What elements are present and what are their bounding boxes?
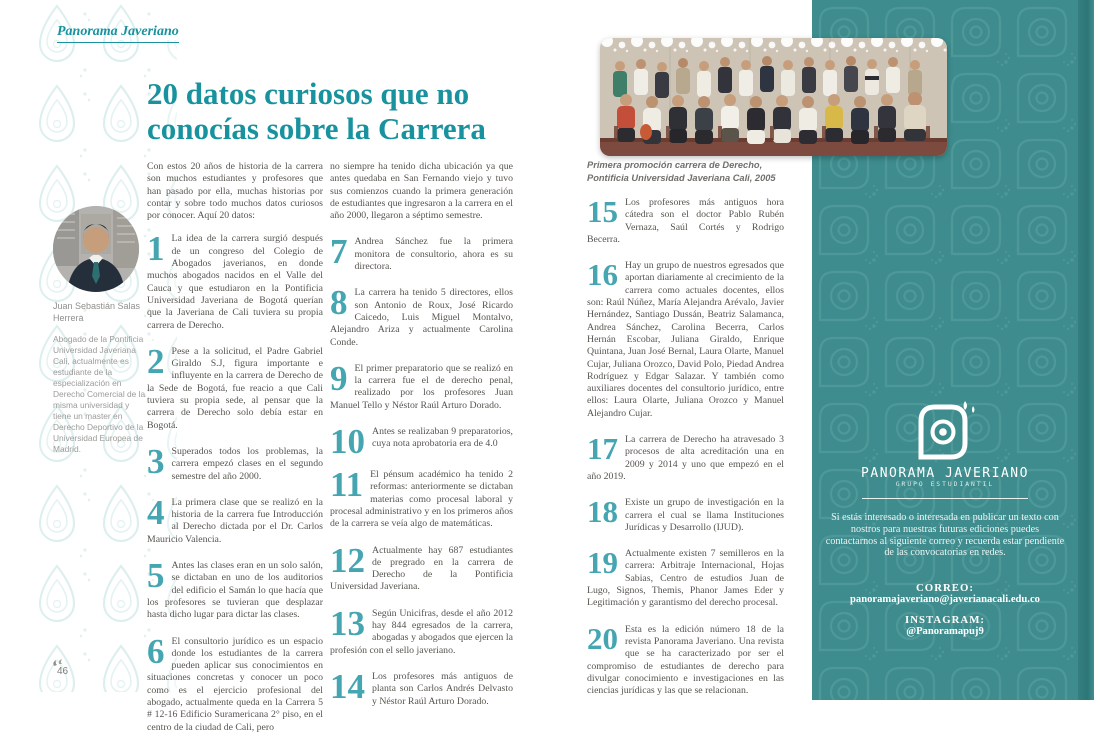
fact-number: 2 [147, 341, 165, 381]
fact-text: Andrea Sánchez fue la primera monitora de consultorio, ahora es su directora. [354, 236, 513, 273]
fact-text: La carrera de Derecho ha atravesado 3 procesos de alta acreditación una en 2009 y 2014 y uno que empezó en el año 2019. [587, 434, 784, 482]
fact-number: 3 [147, 441, 165, 481]
fact-item [330, 666, 513, 708]
fact-item [330, 422, 513, 462]
fact-item [330, 232, 513, 273]
panorama-javeriano-logo-icon [915, 399, 977, 463]
fact-text: La primera clase que se realizó en la historia de la carrera fue Introducción al Derecho dictada por el Dr. Carlos Mauricio Valencia. [147, 496, 323, 545]
fact-item [587, 194, 784, 246]
fact-number: 10 [330, 422, 365, 462]
fact-item [587, 257, 784, 420]
fact-item [587, 545, 784, 609]
fact-text: El consultorio jurídico es un espacio donde los estudiantes de la carrera pueden aplicar sus conocimientos en situaciones concretas y conocer un poco como es el ejercicio profesional del abogado, actualmente queda en la Carrera 5 # 12-16 Edificio Suramericana 2° piso, en el centro de la ciudad de Cali, pero [147, 635, 323, 733]
fact-text: Existe un grupo de investigación en la carrera el cual se llama Instituciones Jurídicas y Desarrollo (IJUD). [625, 497, 784, 533]
author-name: Juan Sebastián Salas Herrera [53, 301, 141, 323]
fact-number: 9 [330, 358, 348, 398]
fact-text: La carrera ha tenido 5 directores, ellos son Antonio de Roux, José Ricardo Caicedo, Luis Miguel Montalvo, Alejandro Ariza y actualmente Carolina Conde. [330, 287, 513, 348]
fact-item [330, 465, 513, 530]
email-address: panoramajaveriano@javerianacali.edu.co [850, 594, 1040, 605]
fact-item [587, 620, 784, 698]
fact-number: 13 [330, 603, 365, 643]
fact-item [147, 492, 323, 546]
article-title [147, 76, 577, 146]
sidebar-call-to-action: Si estás interesado o interesada en publicar un texto con nostros para nuestras futuras ediciones puedes contactarnos al siguiente correo y recuerda estar pendiente de las convocatorias en redes. [825, 512, 1065, 559]
fact-item [330, 603, 513, 657]
fact-number: 16 [587, 257, 618, 293]
article-intro: Con estos 20 años de historia de la carrera son muchos estudiantes y profesores que han pasado por ella, muchas historias por contar y sobre todo muchos datos curiosos por conocer. Aquí 20 datos: [147, 161, 323, 222]
fact-number: 11 [330, 465, 364, 505]
facts-column-2 [330, 161, 513, 722]
fact-text: El primer preparatorio que se realizó en la carrera fue el de derecho penal, realizado por los profesores Juan Manuel Tello y Néstor Raúl Arturo Dorado. [330, 362, 513, 411]
facts-column-1 [147, 161, 323, 748]
fact-text: Los profesores más antiguos de planta son Carlos Andrés Delvasto y Néstor Raúl Arturo Dorado. [372, 670, 513, 707]
fact-item [330, 540, 513, 594]
logo-wordmark: PANORAMA JAVERIANO [861, 466, 1029, 481]
fact-item [147, 631, 323, 734]
page-fold-shading [1078, 0, 1094, 700]
logo-subtitle: GRUPO ESTUDIANTIL [895, 481, 995, 488]
fact-number: 14 [330, 666, 365, 706]
fact-text: Los profesores más antiguos hora cátedra son el doctor Pablo Rubén Vernaza, Saúl Cortés y Rodrigo Becerra. [587, 197, 784, 245]
fact-6-continuation: no siempre ha tenido dicha ubicación ya que antes quedaba en San Fernando viejo y tuvo sus comienzos cuando la primera generación de estudiantes que ingresaron a la carrera en el año 2000, llegaron a séptimo semestre. [330, 161, 513, 222]
email-label: CORREO: [916, 582, 974, 594]
author-bio: Abogado de la Pontificia Universidad Javeriana Cali, actualmente es estudiante de la especialización en Derecho Comercial de la misma universidad y tiene un master en Derecho Deportivo de la Universidad Europea de Madrid. [53, 334, 146, 454]
fact-text: Antes las clases eran en un solo salón, se dictaban en uno de los auditorios del edificio el Samán lo que hacía que los profesores se tuvieran que desplazar hasta dicho lugar para dictar las clases. [147, 560, 323, 621]
fact-number: 19 [587, 545, 618, 581]
fact-number: 7 [330, 232, 348, 272]
photo-caption [587, 159, 784, 184]
fact-text: El pénsum académico ha tenido 2 reformas: anteriormente se dictaban materias como procesal laboral y procesal administrativo y en los primeros años de la carrera se veía algo de matemáticas. [330, 469, 513, 530]
fact-number: 20 [587, 620, 618, 656]
fact-text: Actualmente existen 7 semilleros en la carrera: Arbitraje Internacional, Hojas Sabias, Centro de estudios Juan de Lugo, Signos, Themis, Phanor James Eder y Legitimación y garantismo del derecho procesal. [587, 548, 784, 609]
fact-number: 18 [587, 494, 618, 530]
fact-text: Pese a la solicitud, el Padre Gabriel Giraldo S.J, figura importante e influyente en la carrera de Derecho de la Sede de Bogotá, fue reacio a que Cali tuviera su propia sede, al pensar que la carrera de Derecho solo debía estar en Bogotá. [147, 345, 323, 431]
photo-caption-line2: Pontificia Universidad Javeriana Cali, 2005 [587, 172, 776, 183]
facts-list-3 [587, 194, 784, 697]
fact-item [147, 556, 323, 621]
author-block [53, 206, 149, 455]
fact-item [330, 283, 513, 348]
author-portrait-illustration [53, 206, 139, 292]
fact-text: Según Unicifras, desde el año 2012 hay 844 egresados de la carrera, abogadas y abogados que ejercen la profesión con el sello javeriano. [330, 607, 513, 656]
page-number: 46 [57, 666, 69, 677]
magazine-brand: Panorama Javeriano [57, 24, 179, 43]
fact-number: 5 [147, 556, 165, 596]
instagram-label: INSTAGRAM: [905, 614, 985, 626]
fact-item [587, 494, 784, 534]
fact-number: 1 [147, 229, 165, 269]
fact-number: 8 [330, 283, 348, 323]
fact-item [147, 229, 323, 331]
article-title-line1: 20 datos curiosos que no [147, 76, 470, 111]
fact-number: 12 [330, 540, 365, 580]
instagram-handle: @Panoramapuj9 [906, 626, 984, 637]
author-avatar [53, 206, 139, 292]
group-photo-first-graduating-class [600, 38, 947, 156]
fact-text: Hay un grupo de nuestros egresados que aportan diariamente al crecimiento de la carrera como actuales docentes, ellos son: Raúl Núñez, María Alejandra Arévalo, Javier Hernández, Santiago Dussán, Beatriz Salamanca, Andrea Sánchez, Carolina Becerra, Carlos Hernán Escobar, Juliana Giraldo, Enrique Quintana, Juan José Bernal, Laura Olarte, Manuel Cujar, Juliana Orozco, David Polo, Piedad Andrea Rodríguez y Edgar Salazar. Y también como auxiliares docentes del consultorio jurídico, entre ellos: Laura Olarte, Juliana Orozco y Manuel Alejandro Cujar. [587, 260, 784, 419]
fact-text: Superados todos los problemas, la carrera empezó clases en el segundo semestre del año 2000. [171, 445, 323, 482]
sidebar-divider [862, 498, 1028, 499]
fact-text: Esta es la edición número 18 de la revista Panorama Javeriano. Una revista que se ha caracterizado por ser el compromiso de estudiantes de derecho para divulgar conocimiento e investigaciones en las ciencias jurídicas y las que se relacionan. [587, 623, 784, 697]
fact-text: Actualmente hay 687 estudiantes de pregrado en la carrera de Derecho de la Pontificia Universidad Javeriana. [330, 544, 513, 593]
photo-caption-line1: Primera promoción carrera de Derecho, [587, 160, 763, 170]
article-title-line2: conocías sobre la Carrera [147, 111, 486, 146]
fact-text: La idea de la carrera surgió después de un congreso del Colegio de Abogados javerianos, en donde muchos abogados nacidos en el Valle del Cauca y que estudiaron en la Pontificia Universidad Javeriana de Bogotá querían que la Javeriana de Cali tuviera su propia carrera de Derecho. [147, 233, 323, 331]
facts-column-3 [587, 159, 784, 711]
fact-number: 15 [587, 194, 618, 229]
fact-item [587, 431, 784, 483]
group-photo-illustration [600, 38, 947, 156]
fact-number: 6 [147, 631, 165, 671]
fact-number: 4 [147, 492, 165, 532]
fact-item [330, 358, 513, 412]
facts-list-1 [147, 229, 323, 733]
fact-number: 17 [587, 431, 618, 467]
facts-list-2 [330, 232, 513, 707]
fact-item [147, 441, 323, 483]
fact-text: Antes se realizaban 9 preparatorios, cuya nota aprobatoria era de 4.0 [372, 426, 513, 450]
fact-item [147, 341, 323, 432]
